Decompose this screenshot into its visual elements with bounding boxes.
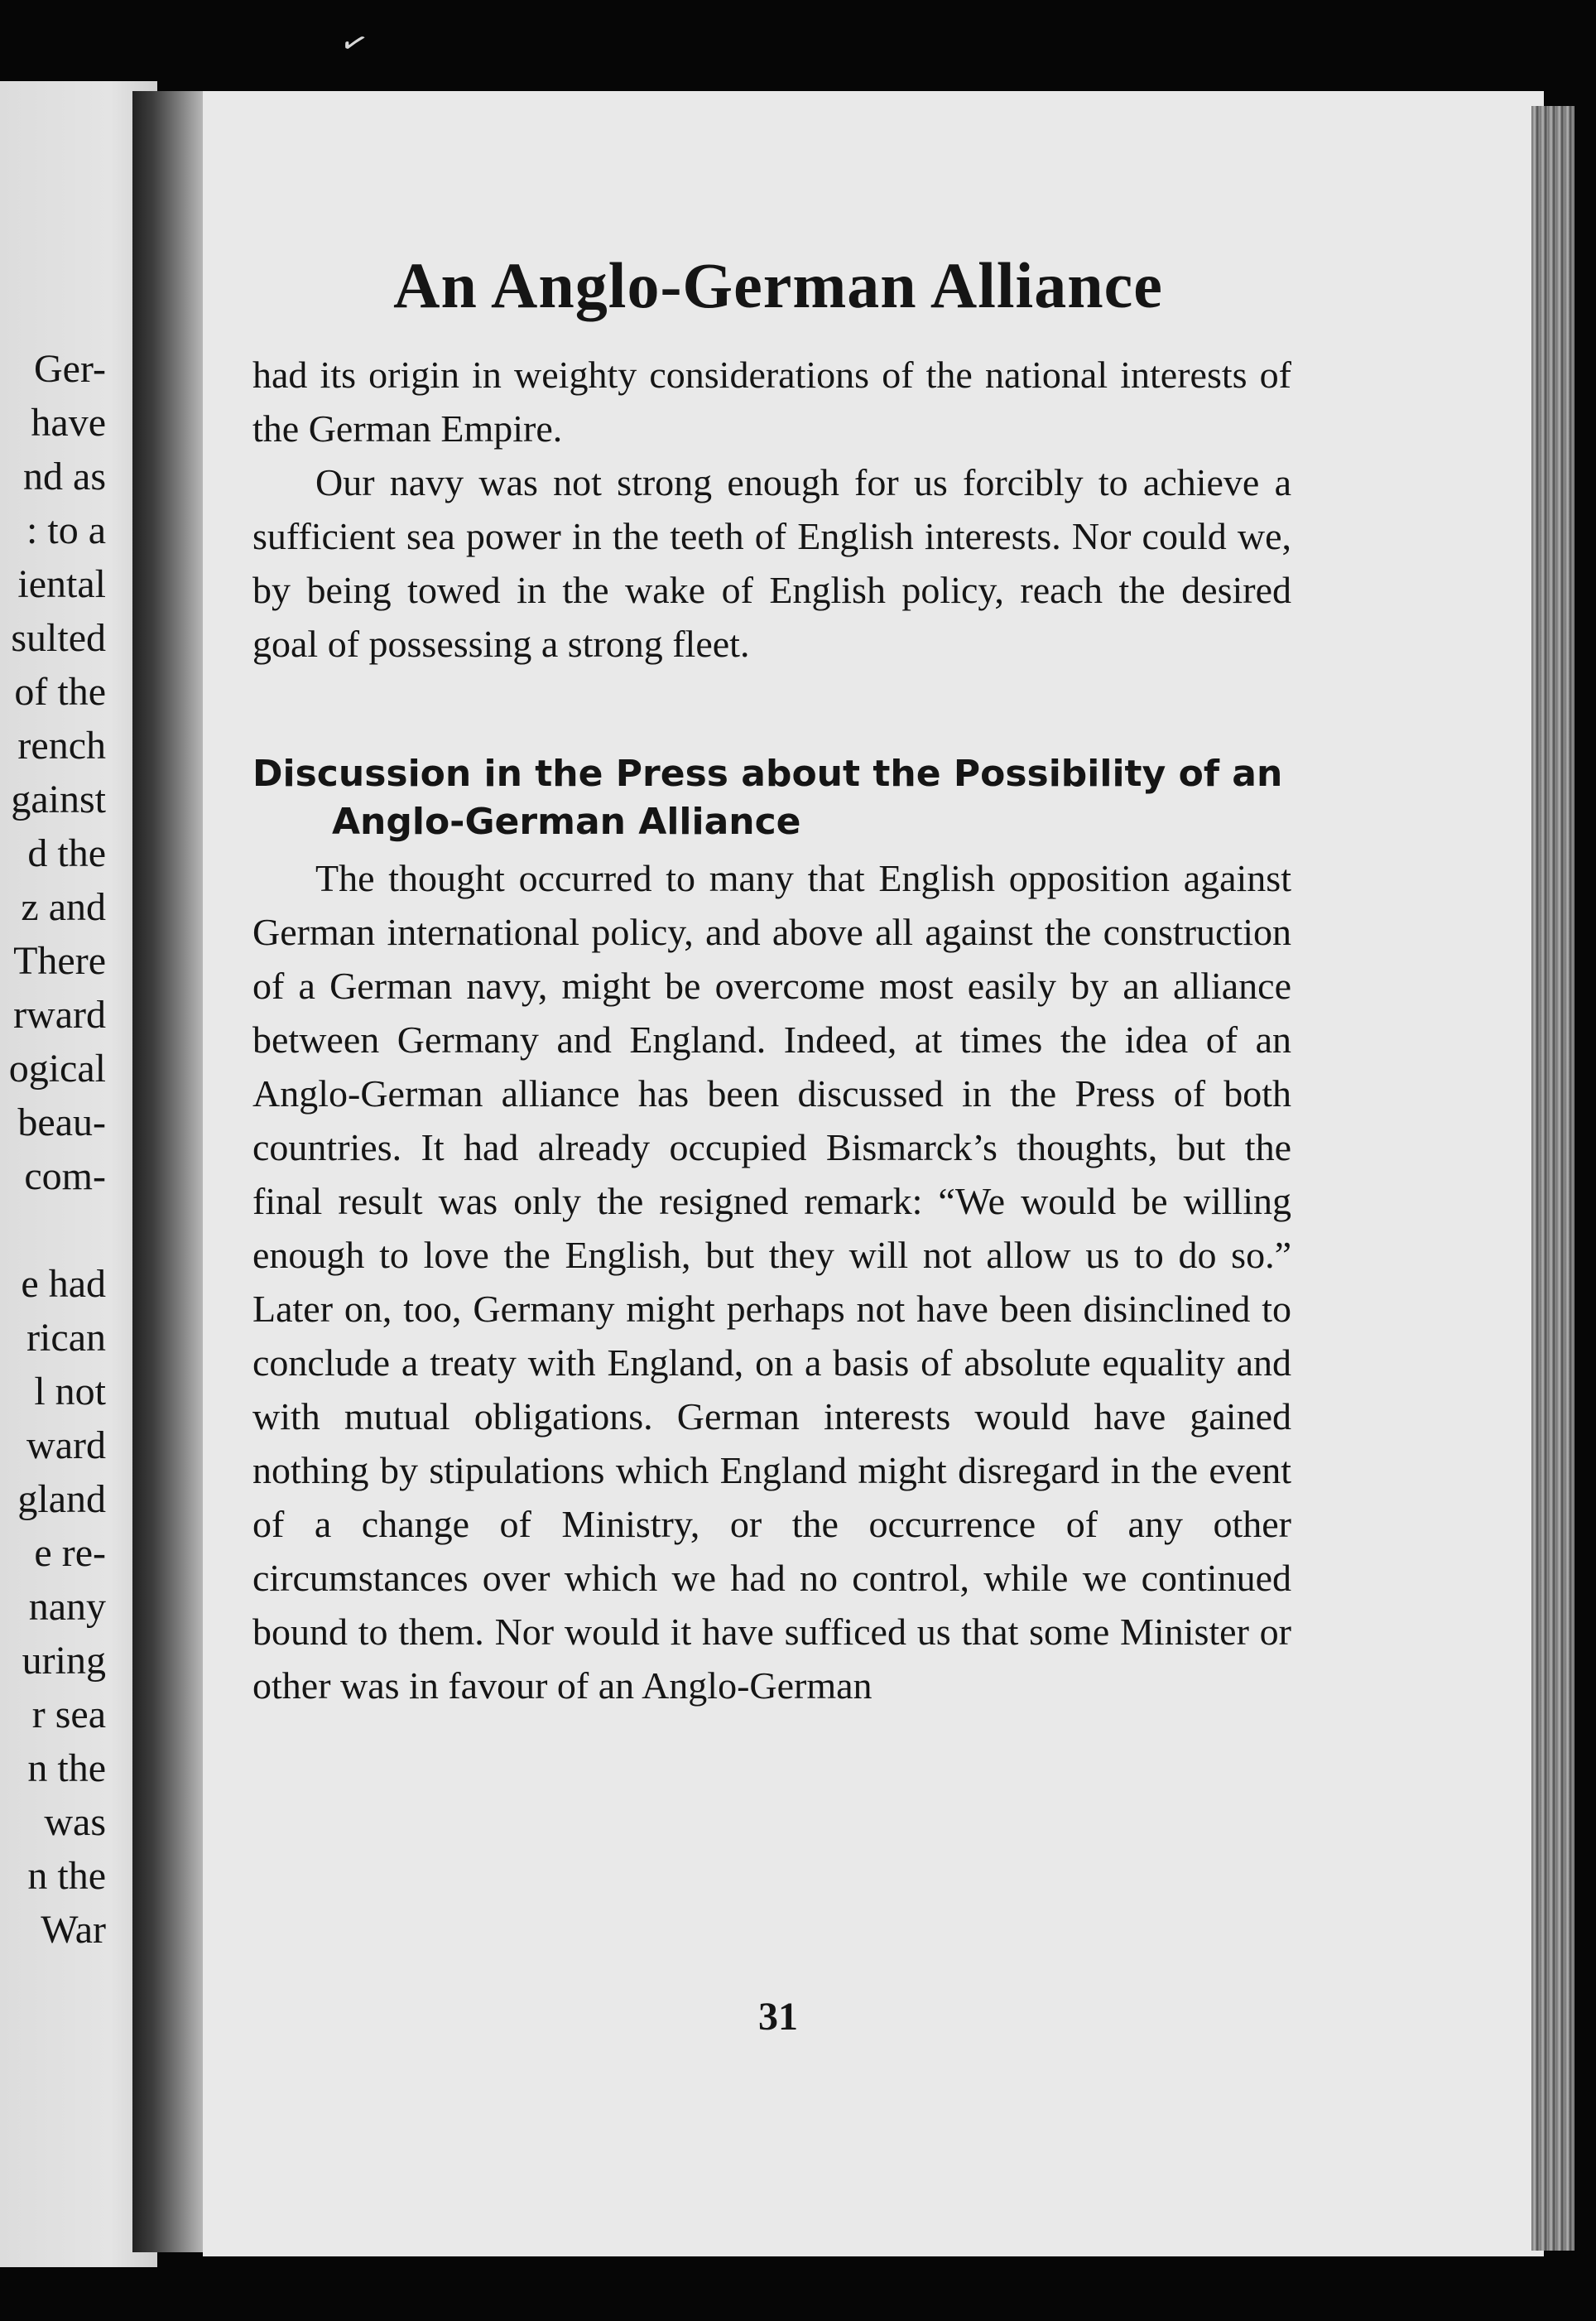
scan-mark: ✓ [335, 22, 373, 65]
page-edges [1531, 106, 1574, 2251]
left-page-line: beau- [17, 1100, 106, 1144]
left-page-line: uring [22, 1639, 106, 1683]
left-page-line: gainst [11, 778, 106, 821]
left-page-line: : to a [26, 508, 106, 552]
left-page-line: sulted [11, 616, 106, 660]
left-page-line: gland [17, 1477, 106, 1521]
left-page-line: d the [27, 831, 106, 875]
page-number: 31 [758, 1995, 798, 2039]
left-page-line: e re- [34, 1531, 106, 1575]
left-page-line: iental [17, 562, 106, 606]
paragraph-navy: Our navy was not strong enough for us forcibly to achieve a sufficient sea power in the teeth of English interests. Nor could we, by being towed in the wake of English policy, reach the desired goal of possessing a strong fleet. [252, 461, 1291, 665]
left-page-line [0, 1203, 106, 1257]
left-page-line: There [13, 939, 106, 983]
page-body [252, 348, 1291, 1712]
left-page-line: z and [21, 885, 106, 929]
paragraph-alliance: The thought occurred to many that English opposition against German international policy, and above all against the construction of a German navy, might be overcome most easily by an alliance between Germany and England. Indeed, at times the idea of an Anglo-German alliance has been discussed in the Press of both countries. It had already occupied Bismarck’s thoughts, but the final result was only the resigned remark: “We would be willing enough to love the English, but they will not allow us to do so.” Later on, too, Germany might perhaps not have been disinclined to conclude a treaty with England, on a basis of absolute equality and with mutual obligations. German interests would have gained nothing by stipulations which England might disregard in the event of a change of Ministry, or the occurrence of any other circumstances over which we had no control, while we continued bound to them. Nor would it have sufficed us that some Minister or other was in favour of an Anglo-German [252, 857, 1291, 1707]
left-page-line: ogical [8, 1047, 106, 1091]
left-page-line: n the [27, 1746, 106, 1790]
left-page-line: n the [27, 1854, 106, 1898]
paragraph-continued: had its origin in weighty considerations of the national interests of the German Empire. [252, 354, 1291, 450]
left-page-text-lines [0, 342, 106, 1957]
left-page-line: of the [14, 670, 106, 714]
left-page-line: War [41, 1908, 106, 1952]
left-page-line: ward [26, 1423, 106, 1467]
left-page-line: nd as [23, 455, 106, 498]
section-heading: Discussion in the Press about the Possibility of an Anglo-German Alliance [252, 753, 1283, 843]
left-page-line: com- [24, 1154, 106, 1198]
left-page-line: rican [26, 1316, 106, 1360]
left-page-line: nany [28, 1585, 106, 1629]
left-page-line: rench [17, 724, 106, 768]
left-page-line: rward [13, 993, 106, 1037]
left-page-line: have [31, 401, 106, 445]
page-title: An Anglo-German Alliance [393, 249, 1163, 321]
left-page-line: Ger- [34, 347, 106, 391]
left-page-line: e had [21, 1262, 106, 1306]
left-page-line: was [44, 1800, 106, 1844]
left-page-line: r sea [31, 1693, 106, 1736]
left-page-line: l not [34, 1370, 106, 1413]
